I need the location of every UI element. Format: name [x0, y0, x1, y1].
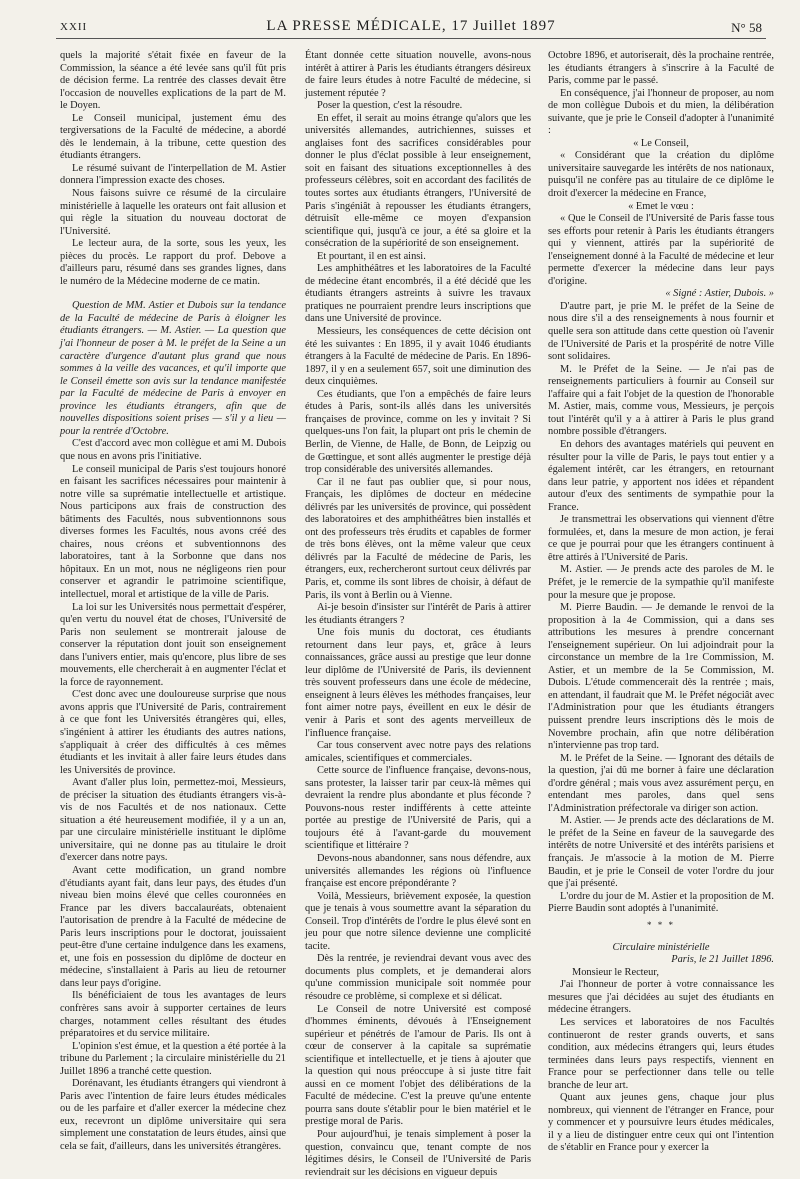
paragraph: Pour aujourd'hui, je tenais simplement à poser la question, convaincu que, tenant compte de nos légitimes désirs, le Conseil de l'Université de Paris reviendrait sur les décisions en vigueur depuis: [305, 1129, 531, 1178]
paragraph: Dorénavant, les étudiants étrangers qui viendront à Paris avec l'intention de faire leurs études médicales ou de les parfaire et d'aller exercer la médecine chez eux, recevront un diplôme universitaire qui sera simplement une constatation de leurs études, ainsi que cela se fait, d'ailleurs, dans les universités étrangères.: [60, 1078, 286, 1153]
text-column-1: [60, 50, 286, 1153]
paragraph: C'est donc avec une douloureuse surprise que nous avons appris que l'Université de Paris, contrairement à ce que font les Universités étrangères qui, elles, s'ingénient à attirer les étudiants des autres nations, s'appliquait à créer des difficultés à ces mêmes étudiants et les invitait à aller faire leurs études dans les Universités de province.: [60, 689, 286, 776]
paragraph: La loi sur les Universités nous permettait d'espérer, qu'en vertu du nouvel état de choses, l'Université de Paris non seulement se montrerait jalouse de conserver la réputation dont jouit son enseignement dans l'univers entier, mais qu'encore, plus libre de ses mouvements, elle chercherait à en augmenter l'éclat et la force de rayonnement.: [60, 601, 286, 688]
paragraph: J'ai l'honneur de porter à votre connaissance les mesures que j'ai décidées au sujet des étudiants en médecine étrangers.: [548, 979, 774, 1016]
paragraph: M. Astier. — Je prends acte des paroles de M. le Préfet, je le remercie de la sympathie qu'il manifeste pour la mesure que je propose.: [548, 564, 774, 601]
section-title: Circulaire ministérielle: [612, 941, 710, 953]
paragraph: Une fois munis du doctorat, ces étudiants retournent dans leur pays, et, grâce à leurs connaissances, grâce aussi au prestige que leur donne leur diplôme de l'Université de Paris, ils deviennent très souvent professeurs dans une école de médecine, enseignent à leurs élèves les méthodes françaises, leur font aimer notre pays, éveillent en eux le désir de venir à Paris et sont des agents merveilleux de l'influence française.: [305, 627, 531, 739]
section-spacer: [60, 288, 286, 300]
paragraph: Le Conseil municipal, justement ému des tergiversations de la Faculté de médecine, a abordé dès le lendemain, à la tribune, cette question des étudiants étrangers.: [60, 112, 286, 162]
paragraph: Nous faisons suivre ce résumé de la circulaire ministérielle à laquelle les orateurs ont fait allusion et qui règle la situation du nouveau doctorat de l'Université.: [60, 188, 286, 237]
salutation: Monsieur le Recteur,: [572, 966, 660, 978]
paragraph: Ai-je besoin d'insister sur l'intérêt de Paris à attirer les étudiants étrangers ?: [305, 602, 531, 626]
paragraph: En effet, il serait au moins étrange qu'alors que les universités allemandes, autrichiennes, suisses et anglaises font des sacrifices considérables pour donner le plus d'éclat possible à leur enseignement, soit en faisant des situations exceptionnelles à des professeurs célèbres, soit en accordant des facilités de toutes sortes aux étudiants étrangers, l'Université de Paris s'ingéniât à repousser les étudiants étrangers, détruisît elle-même ce moyen d'expansion scientifique qui, jusqu'à ce jour, a été sa gloire et la consécration de la supériorité de son enseignement.: [305, 112, 531, 250]
paragraph: Je transmettrai les observations qui viennent d'être formulées, et, dans la mesure de mon action, je ferai ce que je pourrai pour que les étrangers continuent à être attirés à l'Université de Paris.: [548, 514, 774, 563]
paragraph: Voilà, Messieurs, brièvement exposée, la question que je tenais à vous soumettre avant la séparation du Conseil. Trop d'intérêts de l'ordre le plus élevé sont en jeu pour que notre silence devienne une complicité tacite.: [305, 890, 531, 952]
paragraph: « Que le Conseil de l'Université de Paris fasse tous ses efforts pour retenir à Paris les étudiants étrangers qui y viennent, attirés par la supériorité de l'enseignement donné à la Faculté de médecine et leur permette d'exercer la médecine dans leur pays d'origine.: [548, 213, 774, 287]
paragraph: quels la majorité s'était fixée en faveur de la Commission, la séance a été levée sans qu'il fût pris de décision ferme. La rentrée des classes devait être l'occasion de nouvelles explications de la part de M. le Doyen.: [60, 50, 286, 112]
paragraph: C'est d'accord avec mon collègue et ami M. Dubois que nous en avons pris l'initiative.: [60, 438, 286, 462]
text-column-3: [548, 50, 774, 1154]
paragraph: Avant cette modification, un grand nombre d'étudiants ayant fait, dans leur pays, des études d'un niveau bien moins élevé que celles couronnées en France par les divers baccalauréats, obtenaient l'autorisation de prendre à la Faculté de médecine de Paris leurs inscriptions pour le doctorat, jouissaient peut-être d'une certaine indulgence dans les examens, et, une fois en possession du diplôme de docteur en médecine, s'installaient à Paris au lieu de retourner dans leur pays d'origine.: [60, 865, 286, 989]
paragraph: Car il ne faut pas oublier que, si pour nous, Français, les diplômes de docteur en médecine délivrés par les universités de province, qui possèdent des laboratoires et des amphithéâtres bien installés et ont des professeurs très érudits et capables de former de très bons élèves, ont la même valeur que ceux délivrés par la Faculté de médecine de Paris, les étrangers, eux, rechercheront surtout ceux délivrés par Paris, et, comme ils sont libres de choisir, à défaut de Paris, ils vont à Berlin ou à Vienne.: [305, 476, 531, 601]
page-header: [56, 18, 766, 39]
paragraph: Les amphithéâtres et les laboratoires de la Faculté de médecine étant encombrés, il a été décidé que les étudiants étrangers astreints à suivre les travaux pratiques ne pourraient prendre leurs inscriptions que dans une Université de province.: [305, 263, 531, 325]
paragraph: Poser la question, c'est la résoudre.: [317, 100, 463, 112]
paragraph: Dès la rentrée, je reviendrai devant vous avec des documents plus complets, et je demanderai alors qu'une commission municipale soit nommée pour résoudre ce problème, si complexe et si délicat.: [305, 953, 531, 1003]
text-column-2: [305, 50, 531, 1178]
paragraph: D'autre part, je prie M. le préfet de la Seine de nous dire s'il a des renseignements à nous fournir et quelle sera son attitude dans cette question où l'avenir de l'Université de Paris et la prospérité de notre Ville sont solidaires.: [548, 300, 774, 363]
paragraph: M. Astier. — Je prends acte des déclarations de M. le préfet de la Seine en faveur de la sauvegarde des intérêts de notre Université et des intérêts parisiens et français. Je m'associe à la motion de M. Pierre Baudin, et je prie le Conseil de voter l'ordre du jour que j'ai présenté.: [548, 815, 774, 890]
paragraph: L'ordre du jour de M. Astier et la proposition de M. Pierre Baudin sont adoptés à l'unanimité.: [548, 890, 774, 915]
volume-number: XXII: [60, 21, 88, 33]
paragraph: Le conseil municipal de Paris s'est toujours honoré en faisant les sacrifices nécessaires pour maintenir à notre ville sa suprématie intellectuelle et artistique. Nous participons aux frais de construction des bâtiments des Facultés, nous subventionnons sous diverses formes les Facultés, nous avons créé des chaires, nous créons et subventionnons des laboratoires, tant à la Sorbonne que dans nos hôpitaux. En un mot, nous ne négligeons rien pour conserver et agrandir le patrimoine scientifique, intellectuel, moral et artistique de la ville de Paris.: [60, 463, 286, 600]
paragraph: Avant d'aller plus loin, permettez-moi, Messieurs, de préciser la situation des étudiants étrangers vis-à-vis de nos Facultés et de nos nationaux. Cette situation a été heureusement modifiée, il y a un an, par une circulaire ministérielle instituant le diplôme universitaire, qui ne donne pas au titulaire le droit d'exercer dans notre pays.: [60, 777, 286, 864]
paragraph: Octobre 1896, et autoriserait, dès la prochaine rentrée, les étudiants étrangers à s'inscrire à la Faculté de Paris, comme par le passé.: [548, 50, 774, 87]
paragraph: Ils bénéficiaient de tous les avantages de leurs confrères sans avoir à supporter certaines de leurs charges, notamment celles résultant des études préparatoires et du service militaire.: [60, 990, 286, 1040]
paragraph: « Considérant que la création du diplôme universitaire sauvegarde les intérêts de nos nationaux, puisqu'il ne confère pas au titulaire de ce diplôme le droit d'exercer la médecine en France,: [548, 150, 774, 200]
asterism-separator: * * *: [647, 919, 675, 930]
paragraph: Devons-nous abandonner, sans nous défendre, aux universités allemandes les régions où l'influence française est encore prépondérante ?: [305, 853, 531, 890]
paragraph: Cette source de l'influence française, devons-nous, sans protester, la laisser tarir par ceux-là mêmes qui devraient la rendre plus abondante et plus féconde ? Pouvons-nous rester indifférents à cette atteinte portée au prestige de l'Université de Paris, qui a toujours été à l'avant-garde du mouvement scientifique et littéraire ?: [305, 765, 531, 852]
signature-line: « Signé : Astier, Dubois. »: [665, 288, 774, 300]
paragraph: En dehors des avantages matériels qui peuvent en résulter pour la ville de Paris, le pays tout entier y a également intérêt, car les étrangers, en retournant dans leur patrie, y apportent nos idées et répandent autour d'eux des sentiments de sympathie pour la France.: [548, 438, 774, 513]
paragraph: Quant aux jeunes gens, chaque jour plus nombreux, qui viennent de l'étranger en France, pour y commencer et y poursuivre leurs études médicales, il y a lieu de distinguer entre ceux qui ont l'intention de s'établir en France pour y exercer la: [548, 1092, 774, 1154]
dateline: Paris, le 21 Juillet 1896.: [671, 954, 774, 966]
paragraph: Le résumé suivant de l'interpellation de M. Astier donnera l'impression exacte des choses.: [60, 162, 286, 187]
paragraph: Car tous conservent avec notre pays des relations amicales, scientifiques et commerciales.: [305, 740, 531, 764]
paragraph: L'opinion s'est émue, et la question a été portée à la tribune du Parlement ; la circulaire ministérielle du 21 Juillet 1896 a tranché cette question.: [60, 1040, 286, 1077]
centered-line: « Emet le vœu :: [628, 200, 694, 212]
paragraph: Étant donnée cette situation nouvelle, avons-nous intérêt à attirer à Paris les étudiants étrangers désireux de faire leurs études à notre Faculté de médecine, si justement réputée ?: [305, 50, 531, 99]
paragraph: Et pourtant, il en est ainsi.: [317, 250, 426, 262]
question-heading-paragraph: Question de MM. Astier et Dubois sur la tendance de la Faculté de médecine de Paris à éloigner les étudiants étrangers. — M. Astier. — La question que j'ai l'honneur de poser à M. le préfet de la Seine a un caractère d'urgence d'autant plus grand que nous sommes à la veille des vacances, et qu'il importe que le Conseil émette son avis sur la tendance manifestée par la Faculté de médecine de Paris à envoyer en province les étudiants étrangers, afin que de nouvelles dispositions soient prises — s'il y a lieu — pour la rentrée d'Octobre.: [60, 300, 286, 437]
paragraph: Messieurs, les conséquences de cette décision ont été les suivantes : En 1895, il y avait 1046 étudiants étrangers à la Faculté de médecine de Paris. En 1896-1897, il y en a seulement 657, soit une diminution des deux cinquièmes.: [305, 326, 531, 388]
paragraph: Le Conseil de notre Université est composé d'hommes éminents, dévoués à l'Enseignement supérieur et pénétrés de l'amour de Paris. Ils ont à cœur de conserver à la capitale sa suprématie scientifique et intellectuelle, et je tiens à ajouter que la question qui nous préoccupe à si juste titre fait aussi en ce moment l'objet des délibérations de la Faculté de médecine. C'est la preuve qu'une entente pourra sans doute s'établir pour le bien matériel et le prestige moral de Paris.: [305, 1003, 531, 1128]
centered-line: « Le Conseil,: [633, 137, 689, 149]
paragraph: Le lecteur aura, de la sorte, sous les yeux, les pièces du procès. Le rapport du prof. Debove a d'ailleurs paru, résumé dans ses grandes lignes, dans le numéro de la Médecine moderne de ce matin.: [60, 238, 286, 287]
paragraph: M. le Préfet de la Seine. — Je n'ai pas de renseignements particuliers à fournir au Conseil sur l'affaire qui a fait l'objet de la question de l'honorable M. Astier, mais, comme vous, Messieurs, je perçois tout l'intérêt qu'il y a à attirer à Paris le plus grand nombre possible d'étrangers.: [548, 363, 774, 438]
issue-number: N° 58: [731, 20, 762, 35]
paragraph: M. Pierre Baudin. — Je demande le renvoi de la proposition à la 4e Commission, qui a dans ses attributions les mesures à prendre concernant l'enseignement supérieur. On lui adjoindrait pour la circonstance un membre de la 1re Commission, M. Astier, et un membre de la 5e Commission, M. Dubois. L'étude commencerait dès la rentrée ; mais, en attendant, il faudrait que M. le Préfet négociât avec l'Administration pour que les étudiants étrangers puissent prendre leurs inscriptions dès le mois de Novembre prochain, afin que notre délibération n'intervienne pas trop tard.: [548, 602, 774, 752]
paragraph: Les services et laboratoires de nos Facultés continueront de rester grands ouverts, et sans condition, aux médecins étrangers qui, leurs études terminées dans leurs pays respectifs, viennent en France pour se perfectionner dans telle ou telle branche de leur art.: [548, 1017, 774, 1091]
paragraph: Ces étudiants, que l'on a empêchés de faire leurs études à Paris, sont-ils allés dans les universités françaises de province, comme on les y invitait ? Si quelques-uns l'on fait, la plupart ont pris le chemin de Berlin, de Vienne, de Halle, de Bonn, de Leipzig ou de Gœttingue, et sont allés augmenter le prestige déjà trop considérable des universités allemandes.: [305, 388, 531, 476]
publication-title: LA PRESSE MÉDICALE, 17 Juillet 1897: [266, 18, 556, 34]
paragraph: En conséquence, j'ai l'honneur de proposer, au nom de mon collègue Dubois et du mien, la délibération suivante, que je prie le Conseil d'adopter à l'unanimité :: [548, 87, 774, 137]
paragraph: M. le Préfet de la Seine. — Ignorant des détails de la question, j'ai dû me borner à faire une déclaration d'ordre général ; mais vous avez assurément perçu, en entendant mes paroles, dans quel sens l'Administration préfectorale va diriger son action.: [548, 752, 774, 814]
